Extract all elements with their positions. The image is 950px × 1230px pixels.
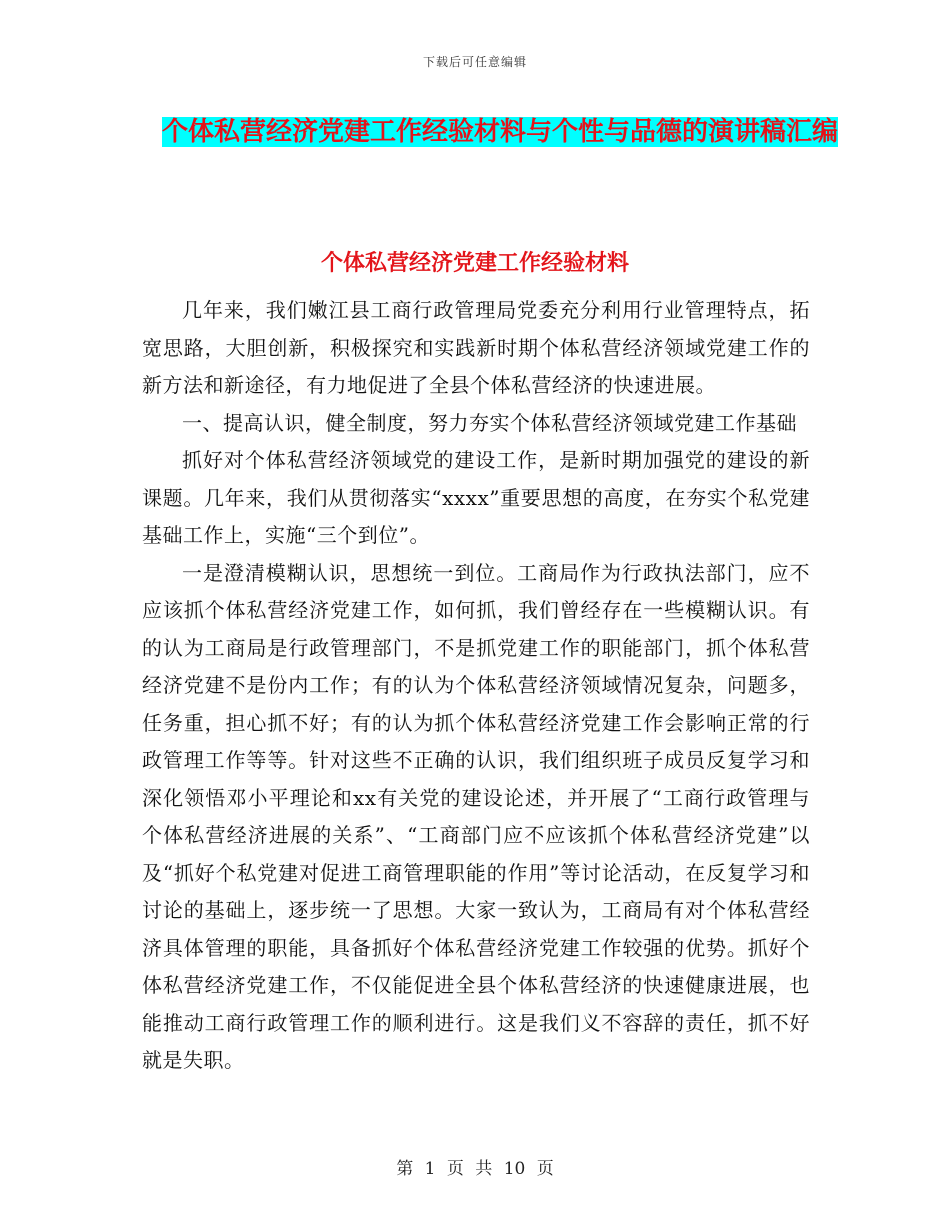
header-note: 下载后可任意编辑: [422, 55, 527, 69]
document-body: [142, 292, 810, 1080]
document-title-text: 个体私营经济党建工作经验材料与个性与品德的演讲稿汇编: [161, 117, 838, 147]
document-title: [160, 110, 840, 154]
section-title: 个体私营经济党建工作经验材料: [320, 250, 629, 276]
paragraph: 一是澄清模糊认识，思想统一到位。工商局作为行政执法部门，应不应该抓个体私营经济党建工作，如何抓，我们曾经存在一些模糊认识。有的认为工商局是行政管理部门，不是抓党建工作的职能部门，抓个体私营经济党建不是份内工作；有的认为个体私营经济领域情况复杂，问题多，任务重，担心抓不好；有的认为抓个体私营经济党建工作会影响正常的行政管理工作等等。针对这些不正确的认识，我们组织班子成员反复学习和深化领悟邓小平理论和xx有关党的建设论述，并开展了“工商行政管理与个体私营经济进展的关系”、“工商部门应不应该抓个体私营经济党建”以及“抓好个私党建对促进工商管理职能的作用”等讨论活动，在反复学习和讨论的基础上，逐步统一了思想。大家一致认为，工商局有对个体私营经济具体管理的职能，具备抓好个体私营经济党建工作较强的优势。抓好个体私营经济党建工作，不仅能促进全县个体私营经济的快速健康进展，也能推动工商行政管理工作的顺利进行。这是我们义不容辞的责任，抓不好就是失职。: [142, 560, 810, 1072]
page-footer: 第 1 页 共 10 页: [396, 1159, 554, 1179]
paragraph: 一、提高认识，健全制度，努力夯实个体私营经济领域党建工作基础: [182, 410, 797, 435]
paragraph: 抓好对个体私营经济领域党的建设工作，是新时期加强党的建设的新课题。几年来，我们从贯彻落实“xxxx”重要思想的高度，在夯实个私党建基础工作上，实施“三个到位”。: [142, 448, 810, 547]
paragraph: 几年来，我们嫩江县工商行政管理局党委充分利用行业管理特点，拓宽思路，大胆创新，积极探究和实践新时期个体私营经济领域党建工作的新方法和新途径，有力地促进了全县个体私营经济的快速进展。: [142, 298, 810, 397]
